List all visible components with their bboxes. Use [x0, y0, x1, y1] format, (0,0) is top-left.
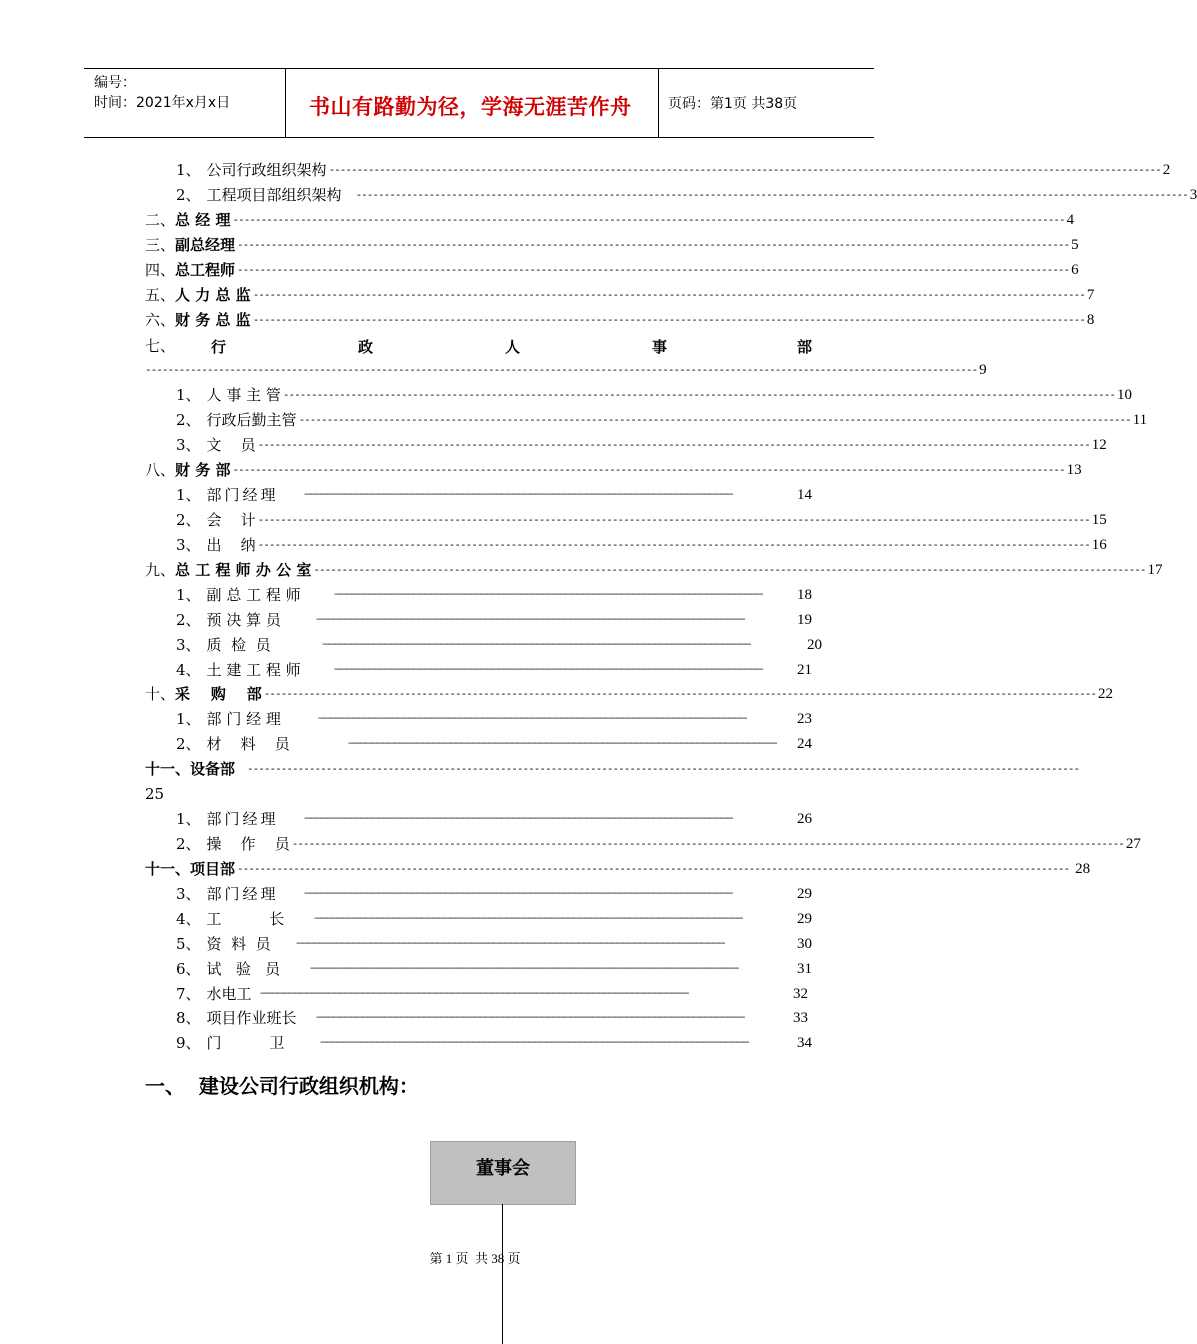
toc-page: 10	[1117, 387, 1132, 403]
toc-leader: ────────────────────────────────────────────────────────────────────────────	[348, 737, 776, 750]
toc-title: 总 经 理	[175, 211, 231, 229]
toc-title: 资 料 员	[206, 935, 271, 953]
toc-page: 30	[797, 936, 812, 952]
toc-page: 11	[1132, 412, 1148, 428]
header-page-info: 页码：第1页 共38页	[668, 96, 798, 112]
toc-leader: ────────────────────────────────────────────────────────────────────────────	[296, 937, 724, 950]
toc-number: 十一、	[145, 760, 191, 778]
toc-entry[interactable]	[176, 884, 812, 904]
toc-entry[interactable]	[145, 560, 1163, 580]
toc-page: 19	[797, 612, 812, 628]
toc-title: 设备部	[190, 760, 236, 778]
toc-entry[interactable]	[176, 984, 808, 1004]
toc-entry[interactable]	[176, 160, 1171, 180]
toc-title: 工程项目部组织架构	[206, 186, 342, 204]
toc-number: 3、	[176, 436, 201, 454]
header-motto: 书山有路勤为径，学海无涯苦作舟	[309, 95, 632, 119]
toc-leader: ----------------------------------------------------------------------------------------------------------------------------------------------------	[252, 313, 1085, 326]
toc-leader: ----------------------------------------------------------------------------------------------------------------------------------------------------	[355, 188, 1188, 201]
toc-number: 7、	[176, 985, 201, 1003]
toc-title: 行政后勤主管	[206, 411, 297, 429]
toc-title: 项目部	[190, 860, 236, 878]
toc-page: 14	[797, 487, 812, 503]
toc-entry[interactable]	[176, 959, 812, 979]
toc-entry[interactable]	[176, 1008, 808, 1028]
toc-page: 23	[797, 711, 812, 727]
toc-leader: ----------------------------------------------------------------------------------------------------------------------------------------------------	[298, 413, 1131, 426]
toc-leader-row	[145, 360, 987, 380]
toc-number: 二、	[145, 211, 176, 229]
toc-number: 3、	[176, 636, 201, 654]
toc-number: 9、	[176, 1034, 201, 1052]
toc-page: 4	[1066, 212, 1075, 228]
toc-page: 25	[145, 785, 165, 803]
toc-title: 土 建 工 程 师	[206, 661, 301, 679]
toc-page: 22	[1097, 686, 1113, 702]
toc-entry[interactable]	[176, 510, 1107, 530]
org-connector-line	[502, 1204, 503, 1344]
toc-number: 2、	[176, 186, 201, 204]
toc-title: 试 验 员	[206, 960, 281, 978]
toc-leader: ────────────────────────────────────────────────────────────────────────────	[310, 962, 738, 975]
toc-title: 部 门 经 理	[206, 710, 281, 728]
toc-page: 7	[1086, 287, 1095, 303]
toc-page: 15	[1091, 512, 1107, 528]
toc-page: 31	[797, 961, 812, 977]
toc-number: 3、	[176, 885, 201, 903]
toc-leader: ────────────────────────────────────────────────────────────────────────────	[316, 613, 744, 626]
toc-entry[interactable]	[176, 734, 812, 754]
toc-number: 3、	[176, 536, 201, 554]
toc-entry[interactable]	[145, 859, 1091, 879]
toc-number: 2、	[176, 735, 201, 753]
toc-leader: ────────────────────────────────────────────────────────────────────────────	[314, 912, 742, 925]
toc-number: 七、	[145, 337, 176, 355]
toc-entry[interactable]	[176, 809, 812, 829]
toc-title: 操 作 员	[206, 835, 290, 853]
toc-page: 12	[1091, 437, 1107, 453]
toc-number: 1、	[176, 386, 201, 404]
toc-number: 五、	[145, 286, 176, 304]
toc-entry[interactable]	[176, 585, 812, 605]
toc-page: 24	[797, 736, 812, 752]
toc-leader: ────────────────────────────────────────────────────────────────────────────	[334, 663, 762, 676]
toc-page: 18	[797, 587, 812, 603]
toc-page: 21	[797, 662, 812, 678]
toc-title: 质 检 员	[206, 636, 271, 654]
toc-leader: ----------------------------------------------------------------------------------------------------------------------------------------------------	[247, 762, 1080, 775]
toc-title-part: 部	[797, 338, 813, 356]
toc-title: 文 员	[206, 436, 256, 454]
toc-number: 1、	[176, 486, 201, 504]
toc-number: 六、	[145, 311, 176, 329]
toc-title: 采 购 部	[175, 685, 262, 703]
toc-leader: ----------------------------------------------------------------------------------------------------------------------------------------------------	[145, 363, 978, 376]
toc-entry[interactable]	[176, 709, 812, 729]
toc-title: 总 工 程 师 办 公 室	[175, 561, 312, 579]
header-number: 编号：	[94, 75, 136, 91]
toc-page: 20	[807, 637, 822, 653]
toc-entry[interactable]	[145, 310, 1095, 330]
toc-entry[interactable]	[145, 684, 1113, 704]
toc-number: 十、	[145, 685, 176, 703]
toc-page: 17	[1147, 562, 1163, 578]
toc-leader: ----------------------------------------------------------------------------------------------------------------------------------------------------	[237, 238, 1070, 251]
toc-number: 八、	[145, 461, 176, 479]
toc-leader: ----------------------------------------------------------------------------------------------------------------------------------------------------	[328, 163, 1161, 176]
toc-number: 1、	[176, 810, 201, 828]
toc-title-part: 事	[652, 338, 668, 356]
toc-leader: ────────────────────────────────────────────────────────────────────────────	[316, 1011, 744, 1024]
page-header	[84, 68, 874, 138]
toc-number: 2、	[176, 511, 201, 529]
toc-page: 33	[793, 1010, 808, 1026]
toc-page: 28	[1075, 861, 1091, 877]
toc-leader: ----------------------------------------------------------------------------------------------------------------------------------------------------	[257, 538, 1090, 551]
toc-leader: ----------------------------------------------------------------------------------------------------------------------------------------------------	[257, 438, 1090, 451]
toc-title-part: 行	[211, 338, 227, 356]
toc-title: 出 纳	[206, 536, 256, 554]
toc-title-part: 政	[358, 338, 374, 356]
org-node-label: 董事会	[476, 1158, 530, 1179]
toc-leader: ----------------------------------------------------------------------------------------------------------------------------------------------------	[282, 388, 1115, 401]
toc-title: 人 力 总 监	[175, 286, 251, 304]
toc-leader: ----------------------------------------------------------------------------------------------------------------------------------------------------	[263, 687, 1096, 700]
toc-title: 预 决 算 员	[206, 611, 281, 629]
toc-entry[interactable]	[176, 535, 1107, 555]
toc-page: 9	[979, 362, 987, 378]
toc-page: 16	[1091, 537, 1107, 553]
toc-title: 财 务 总 监	[175, 311, 251, 329]
toc-page: 27	[1125, 836, 1141, 852]
toc-title: 部门经理	[206, 885, 279, 903]
toc-leader: ────────────────────────────────────────────────────────────────────────────	[304, 488, 732, 501]
toc-leader: ────────────────────────────────────────────────────────────────────────────	[318, 712, 746, 725]
toc-title: 总工程师	[175, 261, 236, 279]
toc-leader: ----------------------------------------------------------------------------------------------------------------------------------------------------	[291, 837, 1124, 850]
toc-number: 5、	[176, 935, 201, 953]
toc-number: 2、	[176, 411, 201, 429]
toc-number: 1、	[176, 586, 201, 604]
toc-entry[interactable]	[176, 435, 1107, 455]
toc-title: 人 事 主 管	[206, 386, 281, 404]
toc-number: 四、	[145, 261, 176, 279]
toc-leader: ----------------------------------------------------------------------------------------------------------------------------------------------------	[313, 563, 1146, 576]
toc-leader: ────────────────────────────────────────────────────────────────────────────	[320, 1036, 748, 1049]
toc-title: 部门经理	[206, 486, 279, 504]
toc-entry[interactable]	[145, 235, 1079, 255]
toc-leader: ────────────────────────────────────────────────────────────────────────────	[260, 987, 688, 1000]
toc-number: 十一、	[145, 860, 191, 878]
toc-entry-row	[145, 759, 1080, 779]
toc-entry[interactable]	[176, 834, 1141, 854]
toc-title: 副总经理	[175, 236, 236, 254]
toc-leader: ----------------------------------------------------------------------------------------------------------------------------------------------------	[257, 513, 1090, 526]
toc-title: 工 长	[206, 910, 285, 928]
toc-page: 32	[793, 986, 808, 1002]
toc-page: 13	[1066, 462, 1082, 478]
toc-entry[interactable]	[176, 485, 812, 505]
toc-page: 6	[1071, 262, 1079, 278]
toc-leader: ────────────────────────────────────────────────────────────────────────────	[304, 812, 732, 825]
toc-number: 6、	[176, 960, 201, 978]
toc-title: 项目作业班长	[206, 1009, 297, 1027]
header-divider	[285, 69, 286, 137]
toc-leader: ────────────────────────────────────────────────────────────────────────────	[304, 887, 732, 900]
toc-number: 九、	[145, 561, 176, 579]
toc-page: 2	[1162, 162, 1171, 178]
toc-entry[interactable]	[176, 410, 1148, 430]
toc-entry[interactable]	[176, 185, 1197, 205]
toc-page: 8	[1086, 312, 1095, 328]
toc-leader: ----------------------------------------------------------------------------------------------------------------------------------------------------	[252, 288, 1085, 301]
org-node-board	[430, 1141, 576, 1205]
toc-number: 4、	[176, 661, 201, 679]
toc-title: 公司行政组织架构	[206, 161, 327, 179]
toc-leader: ----------------------------------------------------------------------------------------------------------------------------------------------------	[232, 463, 1065, 476]
toc-entry[interactable]	[176, 635, 822, 655]
toc-number: 8、	[176, 1009, 201, 1027]
toc-entry[interactable]	[176, 385, 1132, 405]
toc-number: 1、	[176, 710, 201, 728]
toc-entry[interactable]	[145, 285, 1095, 305]
toc-title: 水电工	[206, 985, 252, 1003]
toc-number: 1、	[176, 161, 201, 179]
toc-title-part: 人	[505, 338, 521, 356]
toc-page: 34	[797, 1035, 812, 1051]
toc-number: 2、	[176, 611, 201, 629]
toc-number: 2、	[176, 835, 201, 853]
toc-title: 副 总 工 程 师	[206, 586, 301, 604]
toc-page: 29	[797, 886, 812, 902]
toc-page: 29	[797, 911, 812, 927]
toc-entry[interactable]	[145, 260, 1079, 280]
toc-entry[interactable]	[176, 1033, 812, 1053]
toc-page: 26	[797, 811, 812, 827]
toc-leader: ────────────────────────────────────────────────────────────────────────────	[334, 588, 762, 601]
toc-page: 3	[1189, 187, 1197, 203]
toc-title: 会 计	[206, 511, 256, 529]
section-heading: 一、 建设公司行政组织机构：	[145, 1074, 419, 1098]
toc-leader: ----------------------------------------------------------------------------------------------------------------------------------------------------	[237, 263, 1070, 276]
toc-leader: ────────────────────────────────────────────────────────────────────────────	[322, 638, 750, 651]
header-time: 时间：2021年x月x日	[94, 95, 231, 111]
toc-entry[interactable]	[145, 210, 1075, 230]
toc-title: 门 卫	[206, 1034, 285, 1052]
toc-entry[interactable]	[176, 934, 812, 954]
toc-entry[interactable]	[176, 610, 812, 630]
toc-title: 部门经理	[206, 810, 279, 828]
header-meta	[94, 73, 230, 113]
toc-entry[interactable]	[145, 460, 1082, 480]
toc-entry[interactable]	[176, 909, 812, 929]
header-divider	[658, 69, 659, 137]
toc-leader: ----------------------------------------------------------------------------------------------------------------------------------------------------	[237, 862, 1070, 875]
toc-number: 4、	[176, 910, 201, 928]
toc-title: 财 务 部	[175, 461, 231, 479]
toc-title: 材 料 员	[206, 735, 290, 753]
toc-entry[interactable]	[176, 660, 812, 680]
page-footer: 第 1 页 共 38 页	[429, 1251, 521, 1266]
toc-leader: ----------------------------------------------------------------------------------------------------------------------------------------------------	[232, 213, 1065, 226]
toc-number: 三、	[145, 236, 176, 254]
toc-page: 5	[1071, 237, 1079, 253]
